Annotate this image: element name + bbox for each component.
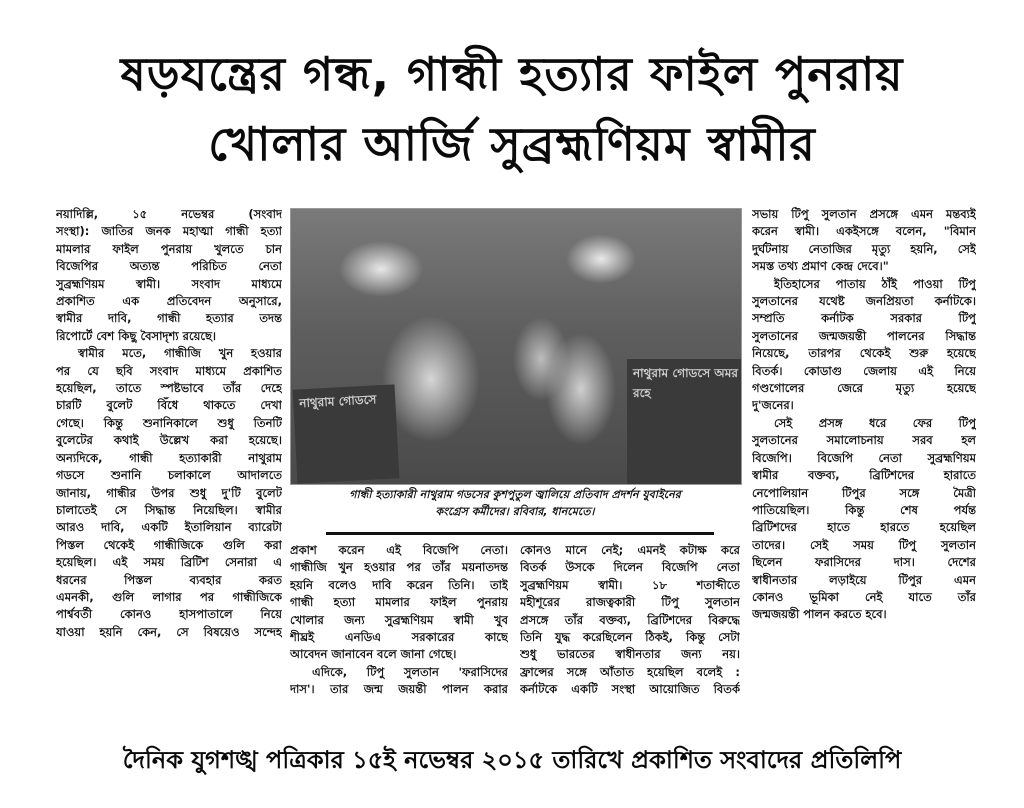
article-line: স্বামীর মতে, গান্ধীজি খুন হওয়ার — [78, 346, 282, 361]
protest-placard-left: নাথুরাম গোডসে — [293, 384, 400, 483]
article-line: ধরনের পিস্তল ব্যবহার করত — [56, 572, 282, 587]
article-line: ফ্রান্সের সঙ্গে আঁতাত হয়েছিল বলেই : — [520, 664, 740, 679]
article-line: সুলতানের যথেষ্ট জনপ্রিয়তা কর্নাটকে। — [752, 294, 976, 309]
article-line: বিতর্ক। কোডাগু জেলায় এই নিয়ে — [752, 363, 976, 378]
article-line: বুলেটের কথাই উল্লেখ করা হয়েছে। — [56, 433, 282, 448]
article-line: সমস্ত তথ্য প্রমাণ কেন্দ্র দেবে।" — [752, 259, 889, 274]
article-line: প্রকাশিত এক প্রতিবেদন অনুসারে, — [56, 294, 282, 309]
article-line: পার্শ্ববর্তী কোনও হাসপাতালে নিয়ে — [56, 607, 282, 622]
article-line: সুলতানের সমালোচনায় সরব হল — [752, 433, 976, 448]
article-line: মহীশূরের রাজত্বকারী টিপু সুলতান — [520, 595, 740, 610]
article-line: শুধু ভারতের স্বাধীনতার জন্য নয়। — [520, 647, 740, 662]
caption-line-1: গান্ধী হত্যাকারী নাথুরাম গডসের কুশপুতুল জ্বালিয়ে প্রতিবাদ প্রদর্শন যুবাইনের — [349, 488, 681, 501]
article-line: সংস্থা): জাতির জনক মহাত্মা গান্ধী হত্যা — [56, 224, 282, 239]
article-line: দু'জনের। — [752, 398, 794, 413]
article-line: রিপোর্টে বেশ কিছু বৈসাদৃশ্য রয়েছে। — [56, 328, 217, 343]
article-line: হয়েছিল, তাতে স্পষ্টভাবে তাঁর দেহে — [56, 381, 282, 396]
article-line: হয়েছিল। এই সময় ব্রিটিশ সেনারা এ — [56, 555, 282, 570]
article-line: কর্নাটকে একটি সংস্থা আয়োজিত বিতর্ক — [520, 682, 740, 697]
article-line: গণ্ডগোলের জেরে মৃত্যু হয়েছে — [752, 381, 976, 396]
article-line: খোলার জন্য সুব্রহ্মণিয়ম স্বামী খুব — [290, 612, 508, 627]
headline-line-1: ষড়যন্ত্রের গন্ধ, গান্ধী হত্যার ফাইল পুনরায় — [120, 47, 904, 101]
article-line: পাতিয়েছিল। কিন্তু শেষ পর্যন্ত — [752, 502, 976, 517]
article-line: দাস'। তার জন্ম জয়ন্তী পালন করার — [290, 682, 508, 697]
article-line: ইতিহাসের পাতায় ঠাঁই পাওয়া টিপু — [774, 276, 976, 291]
article-line: নেপোলিয়ান টিপুর সঙ্গে মৈত্রী — [752, 485, 976, 500]
article-line: সভায় টিপু সুলতান প্রসঙ্গে এমন মন্তব্যই — [752, 207, 976, 221]
article-column-3 — [520, 542, 740, 699]
article-line: সুলতানের জন্মজয়ন্তী পালনের সিদ্ধান্ত — [752, 328, 976, 343]
article-line: নয়াদিল্লি, ১৫ নভেম্বর (সংবাদ — [56, 207, 282, 221]
article-column-2 — [290, 542, 508, 699]
article-line: স্বাধীনতার লড়াইয়ে টিপুর এমন — [752, 572, 976, 587]
article-column-4 — [752, 206, 976, 624]
article-line: জানায়, গান্ধীর উপর শুধু দু'টি বুলেট — [56, 485, 282, 500]
article-line: আবেদন জানাবেন বলে জানা গেছে। — [290, 647, 457, 662]
article-line: শীঘ্রই এনডিএ সরকারের কাছে — [290, 630, 508, 645]
article-line: করেন স্বামী। একইসঙ্গে বলেন, "বিমান — [752, 224, 976, 239]
article-line: বিতর্ক উসকে দিলেন বিজেপি নেতা — [520, 560, 740, 575]
article-line: গান্ধী হত্যা মামলার ফাইল পুনরায় — [290, 595, 508, 610]
article-line: চালাতেই সে সিদ্ধান্ত নিয়েছিল। স্বামীর — [56, 502, 282, 517]
article-line: প্রসঙ্গে তাঁর বক্তব্য, ব্রিটিশদের বিরুদ্ধে — [520, 612, 740, 627]
article-line: সেই প্রসঙ্গ ধরে ফের টিপু — [774, 415, 976, 430]
article-line: গান্ধীজি খুন হওয়ার পর তাঁর ময়নাতদন্ত — [290, 560, 508, 575]
article-line: মামলার ফাইল পুনরায় খুলতে চান — [56, 241, 282, 256]
article-line: গডসে শুনানি চলাকালে আদালতে — [56, 468, 282, 483]
article-line: অন্যদিকে, গান্ধী হত্যাকারী নাথুরাম — [56, 450, 282, 465]
news-photo — [290, 208, 742, 485]
article-line: তিনি যুদ্ধ করেছিলেন ঠিকই, কিন্তু সেটা — [520, 630, 740, 645]
source-footer: দৈনিক যুগশঙ্খ পত্রিকার ১৫ই নভেম্বর ২০১৫ তারিখে প্রকাশিত সংবাদের প্রতিলিপি — [122, 746, 902, 774]
article-line: আরও দাবি, একটি ইতালিয়ান ব্যারেটা — [56, 520, 282, 535]
caption-divider — [326, 532, 714, 535]
article-line: দুর্ঘটনায় নেতাজির মৃত্যু হয়নি, সেই — [752, 241, 976, 256]
article-line: এদিকে, টিপু সুলতান 'ফরাসিদের — [312, 664, 508, 679]
article-column-1 — [56, 206, 282, 641]
article-line: নিয়েছে, তারপর থেকেই শুরু হয়েছে — [752, 346, 976, 361]
article-line: যাওয়া হয়নি কেন, সে বিষয়েও সন্দেহ — [56, 624, 282, 639]
article-line: কোনও ভূমিকা নেই যাতে তাঁর — [752, 589, 976, 604]
article-line: সুব্রহ্মণিয়ম স্বামী। সংবাদ মাধ্যমে — [56, 276, 282, 291]
article-line: গেছে। কিন্তু শুনানিকালে শুধু তিনটি — [56, 415, 282, 430]
article-line: ছিলেন ফরাসিদের দাস। দেশের — [752, 555, 976, 570]
article-line: বিজেপি। বিজেপি নেতা সুব্রহ্মণিয়ম — [752, 450, 976, 465]
article-line: প্রকাশ করেন এই বিজেপি নেতা। — [290, 543, 508, 557]
photo-caption — [290, 486, 740, 520]
article-line: তাদের। সেই সময় টিপু সুলতান — [752, 537, 976, 552]
article-line: সম্প্রতি কর্নাটক সরকার টিপু — [752, 311, 976, 326]
article-line: পর যে ছবি সংবাদ মাধ্যমে প্রকাশিত — [56, 363, 282, 378]
article-line: পিস্তল থেকেই গান্ধীজিকে গুলি করা — [56, 537, 282, 552]
article-line: কোনও মানে নেই; এমনই কটাক্ষ করে — [520, 543, 740, 557]
article-line: স্বামীর বক্তব্য, ব্রিটিশদের হারাতে — [752, 468, 976, 483]
article-line: ব্রিটিশদের হাতে হারতে হয়েছিল — [752, 520, 976, 535]
protest-placard-right: নাথুরাম গোডসে অমর রহে — [627, 359, 742, 485]
headline-line-2: খোলার আর্জি সুব্রহ্মণিয়ম স্বামীর — [208, 117, 816, 171]
article-line: জন্মজয়ন্তী পালন করতে হবে। — [752, 607, 887, 622]
caption-line-2: কংগ্রেস কর্মীদের। রবিবার, ধানমেতে। — [435, 505, 595, 518]
article-line: সুব্রহ্মণিয়ম স্বামী। ১৮ শতাব্দীতে — [520, 577, 740, 592]
article-line: এমনকী, গুলি লাগার পর গান্ধীজিকে — [56, 589, 282, 604]
article-line: স্বামীর দাবি, গান্ধী হত্যার তদন্ত — [56, 311, 282, 326]
article-line: হয়নি বলেও দাবি করেন তিনি। তাই — [290, 577, 508, 592]
article-line: চারটি বুলেট বিঁধে থাকতে দেখা — [56, 398, 282, 413]
article-line: বিজেপির অত্যন্ত পরিচিত নেতা — [56, 259, 282, 274]
